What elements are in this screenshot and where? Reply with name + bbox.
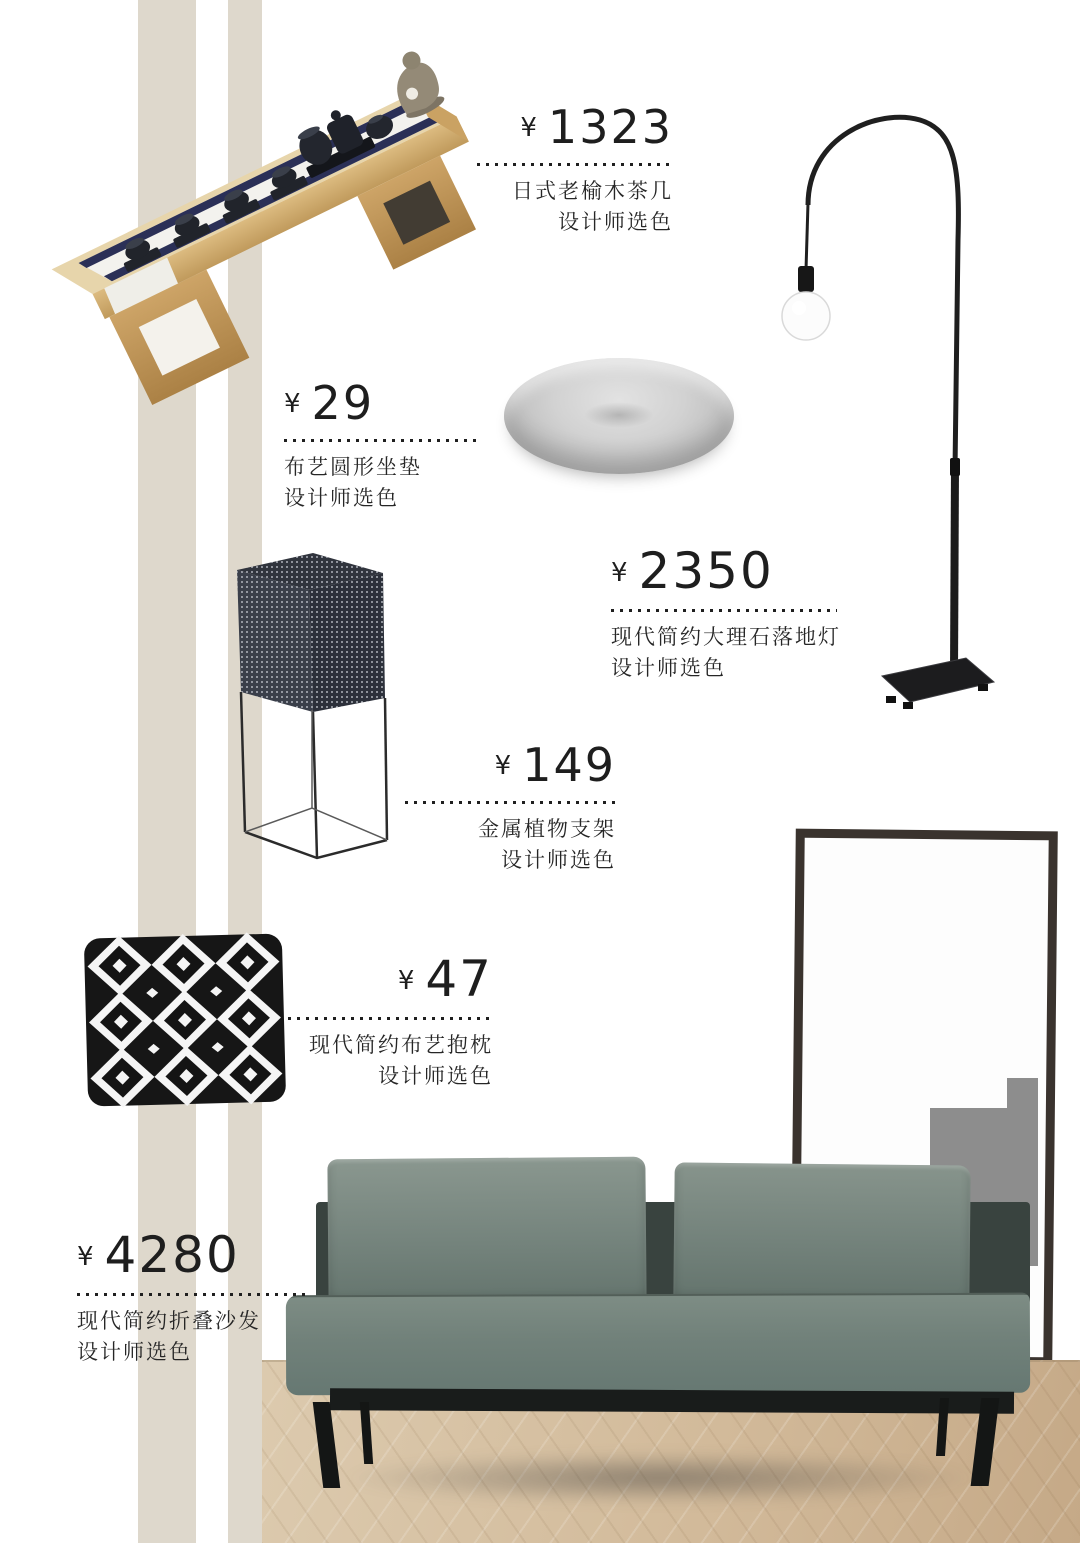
price-block-sofa — [77, 1226, 305, 1368]
price-block-pillow — [288, 950, 493, 1092]
price-block-tea-table — [477, 100, 673, 238]
currency-symbol: ¥ — [77, 1242, 96, 1272]
price-cushion — [284, 376, 480, 430]
price-amount: 149 — [522, 738, 616, 792]
price-amount: 47 — [425, 950, 493, 1008]
lamp-cord — [806, 203, 808, 270]
price-tea-table — [477, 100, 673, 154]
product-name: 现代简约布艺抱枕 — [309, 1033, 493, 1057]
currency-symbol: ¥ — [494, 751, 514, 781]
sofa-back-cushion-right — [673, 1162, 970, 1307]
dotted-divider — [77, 1293, 305, 1296]
stand-wire-frame — [241, 692, 387, 858]
product-name: 日式老榆木茶几 — [512, 179, 673, 203]
price-plant-stand — [405, 738, 616, 792]
price-amount: 2350 — [638, 542, 774, 600]
lamp-lower-pole — [954, 466, 955, 674]
product-note: 设计师选色 — [558, 210, 673, 234]
price-amount: 4280 — [104, 1226, 240, 1284]
round-cushion-photo — [504, 358, 734, 474]
sofa-shadow — [340, 1452, 980, 1504]
throw-pillow-photo — [80, 928, 292, 1114]
price-amount: 1323 — [547, 100, 673, 154]
dotted-divider — [284, 439, 480, 442]
price-amount: 29 — [311, 376, 375, 430]
pillow-diamond-pattern — [87, 932, 283, 1109]
currency-symbol: ¥ — [611, 558, 630, 588]
price-sofa — [77, 1226, 305, 1284]
product-name: 现代简约大理石落地灯 — [611, 625, 841, 649]
product-name: 金属植物支架 — [478, 817, 616, 841]
currency-symbol: ¥ — [520, 113, 539, 143]
price-block-plant-stand — [405, 738, 616, 876]
product-note: 设计师选色 — [611, 656, 726, 680]
currency-symbol: ¥ — [284, 389, 303, 419]
sofa-metal-rail — [330, 1388, 1014, 1414]
currency-symbol: ¥ — [397, 966, 417, 996]
lamp-socket — [798, 266, 814, 292]
product-note: 设计师选色 — [501, 848, 616, 872]
sofa-back-cushion-left — [327, 1157, 646, 1308]
dotted-divider — [477, 163, 673, 166]
plant-stand-photo — [225, 540, 400, 870]
tea-table-photo — [40, 18, 500, 418]
light-bulb — [782, 292, 830, 340]
product-name: 现代简约折叠沙发 — [77, 1309, 261, 1333]
product-note: 设计师选色 — [77, 1340, 192, 1364]
dotted-divider — [611, 609, 837, 612]
product-note: 设计师选色 — [378, 1064, 493, 1088]
product-name: 布艺圆形坐垫 — [284, 455, 422, 479]
dotted-divider — [288, 1017, 493, 1020]
sofa-seat — [286, 1293, 1030, 1396]
price-pillow — [288, 950, 493, 1008]
price-block-floor-lamp — [611, 542, 841, 684]
lamp-arc-pole — [808, 117, 958, 470]
price-block-cushion — [284, 376, 480, 514]
product-note: 设计师选色 — [284, 486, 399, 510]
price-floor-lamp — [611, 542, 837, 600]
dotted-divider — [405, 801, 616, 804]
